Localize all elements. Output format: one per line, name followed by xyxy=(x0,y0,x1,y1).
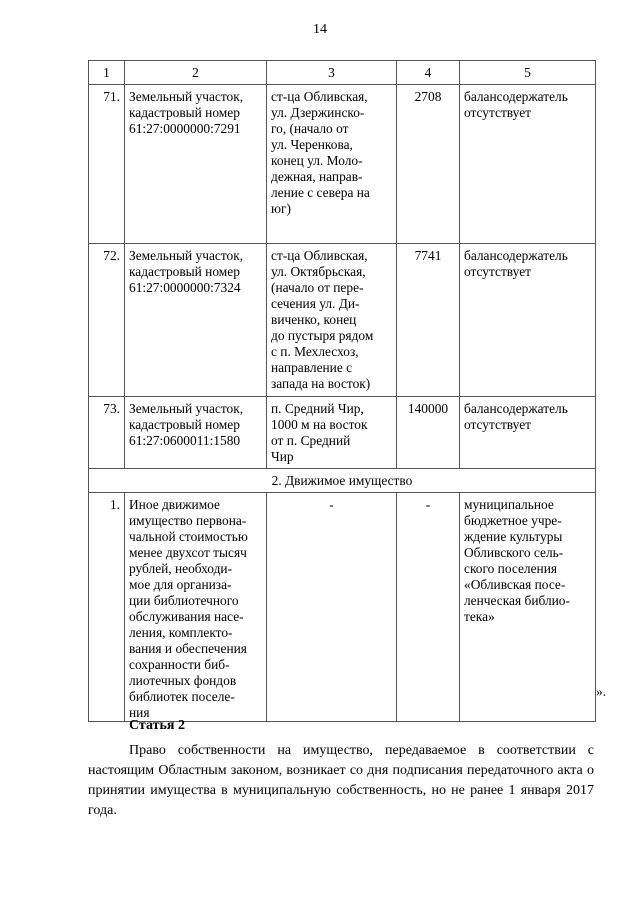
closing-quote: ». xyxy=(596,684,607,699)
item-location: ст-ца Обливская, ул. Октябрьская, (начало от пере- сечения ул. Ди- виченко, конец до пустыря рядом с п. Мехлесхоз, направление с запада на восток) xyxy=(267,244,397,397)
item-location: ст-ца Обливская, ул. Дзержинско- го, (начало от ул. Черенкова, конец ул. Моло- дежная, направ- ление с севера на юг) xyxy=(267,85,397,244)
article-text: Право собственности на имущество, передаваемое в соответствии с настоящим Областным законом, возникает со дня подписания передаточного акта о принятии имущества в муниципальную собственность, но не ранее 1 января 2017 года. xyxy=(88,743,594,818)
row-number: 1. xyxy=(89,493,125,722)
page-number: 14 xyxy=(313,22,327,37)
item-area: 140000 xyxy=(397,397,460,469)
article-heading: Статья 2 xyxy=(129,718,185,733)
table-row xyxy=(89,85,596,244)
item-area: - xyxy=(397,493,460,722)
property-table xyxy=(88,60,596,722)
item-holder: муниципальное бюджетное учре- ждение культуры Обливского сель- ского поселения «Обливская посе- ленческая библио- тека» xyxy=(460,493,596,722)
item-location: п. Средний Чир, 1000 м на восток от п. Средний Чир xyxy=(267,397,397,469)
row-number: 71. xyxy=(89,85,125,244)
item-location: - xyxy=(267,493,397,722)
table-row xyxy=(89,397,596,469)
item-name: Земельный участок, кадастровый номер 61:27:0000000:7291 xyxy=(125,85,267,244)
row-number: 73. xyxy=(89,397,125,469)
section-row xyxy=(89,469,596,493)
header-cell-1: 1 xyxy=(89,61,125,85)
item-area: 7741 xyxy=(397,244,460,397)
table-row xyxy=(89,493,596,722)
header-cell-5: 5 xyxy=(460,61,596,85)
item-area: 2708 xyxy=(397,85,460,244)
item-holder: балансодержатель отсутствует xyxy=(460,397,596,469)
header-cell-4: 4 xyxy=(397,61,460,85)
item-name: Земельный участок, кадастровый номер 61:27:0000000:7324 xyxy=(125,244,267,397)
item-holder: балансодержатель отсутствует xyxy=(460,244,596,397)
item-name: Иное движимое имущество первона- чальной стоимостью менее двухсот тысяч рублей, необходи- мое для организа- ции библиотечного обслуживания насе- ления, комплекто- вания и обеспечения сохранности биб- лиотечных фондов библиотек поселе- ния xyxy=(125,493,267,722)
header-cell-2: 2 xyxy=(125,61,267,85)
item-name: Земельный участок, кадастровый номер 61:27:0600011:1580 xyxy=(125,397,267,469)
section-title: 2. Движимое имущество xyxy=(89,469,596,493)
table-header-row xyxy=(89,61,596,85)
header-cell-3: 3 xyxy=(267,61,397,85)
table-row xyxy=(89,244,596,397)
item-holder: балансодержатель отсутствует xyxy=(460,85,596,244)
row-number: 72. xyxy=(89,244,125,397)
